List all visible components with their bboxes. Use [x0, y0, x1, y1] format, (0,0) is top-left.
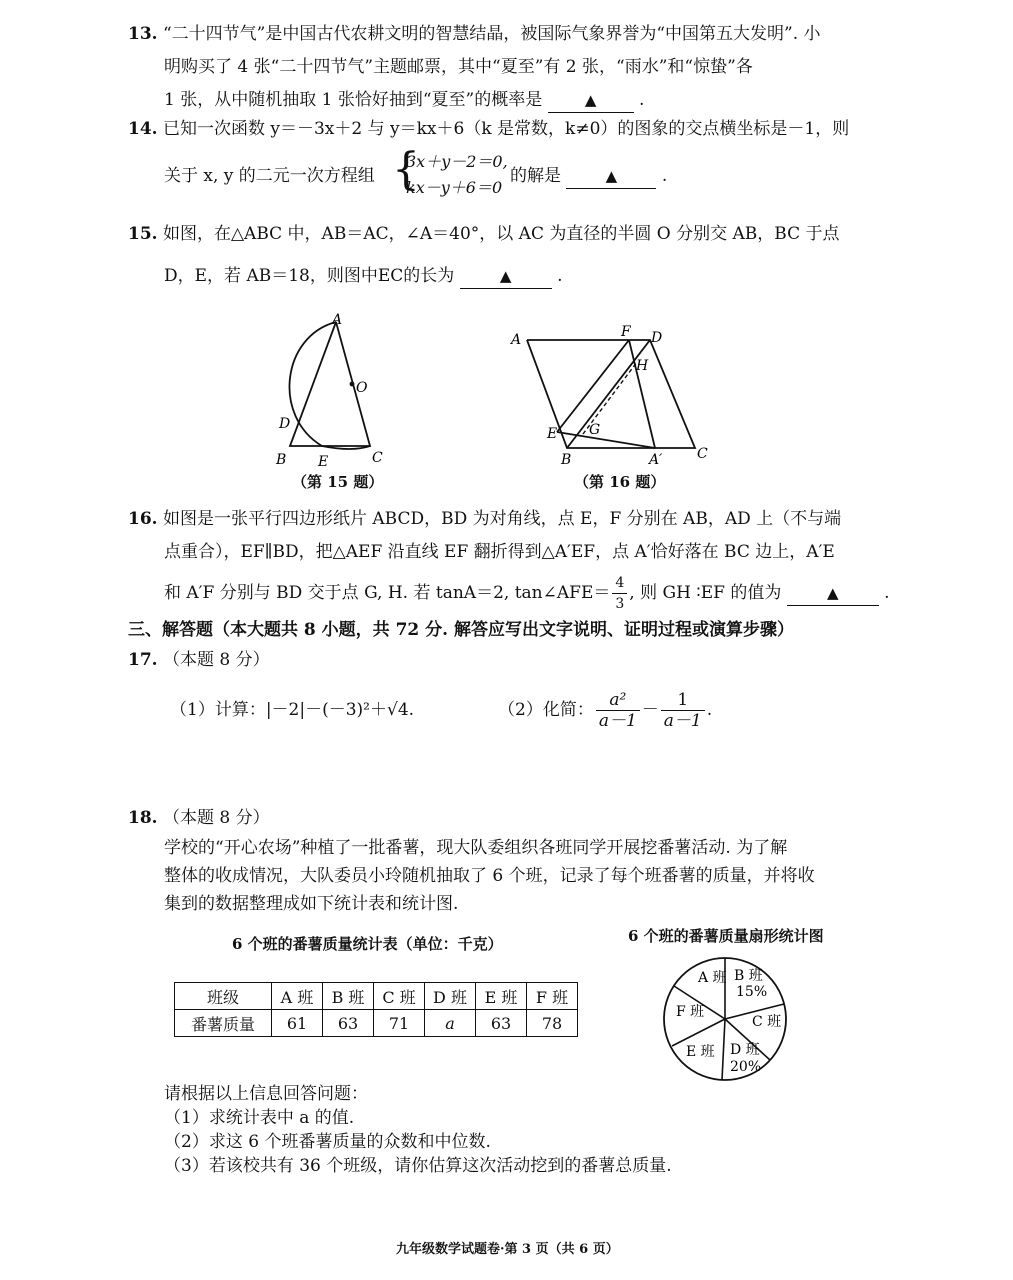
label-a: A: [332, 312, 343, 328]
q18-text-1: 学校的“开心农场”种植了一批番薯，现大队委组织各班同学开展挖番薯活动. 为了解: [164, 838, 788, 858]
q14-answer-blank[interactable]: [566, 164, 656, 189]
q15-answer-blank[interactable]: [460, 264, 552, 289]
minus-sign: －: [641, 700, 659, 720]
system-brace: {: [392, 144, 420, 195]
diagonal-bd: [567, 340, 650, 448]
q14-text-1: 已知一次函数 y＝－3x＋2 与 y＝kx＋6（k 是常数，k≠0）的图象的交点横坐标是－1，则: [162, 119, 850, 139]
label-c: C: [697, 446, 708, 462]
stats-table: [174, 982, 578, 1037]
table-header-cell: E 班: [476, 983, 527, 1010]
q14-line2a: [164, 164, 375, 188]
q15-end: .: [557, 266, 563, 286]
table-header-cell: F 班: [527, 983, 578, 1010]
figure-16-diagram: [505, 322, 720, 467]
q13-number: 13.: [128, 24, 158, 44]
label-g: G: [589, 422, 601, 438]
segment-a2e: [557, 432, 655, 448]
triangle-icon: ▲: [499, 267, 512, 285]
table-title: 6 个班的番薯质量统计表（单位：千克）: [232, 935, 503, 953]
q14-number: 14.: [128, 119, 158, 139]
q16-line2: [164, 540, 835, 564]
label-h: H: [636, 358, 649, 374]
q15-text-1: 如图，在△ABC 中，AB＝AC，∠A＝40°，以 AC 为直径的半圆 O 分别交 AB，BC 于点: [162, 224, 840, 244]
table-cell: 番薯质量: [175, 1010, 272, 1037]
q18-score: （本题 8 分）: [162, 808, 270, 828]
table-header-cell: 班级: [175, 983, 272, 1010]
pie-label-d: D 班: [730, 1042, 760, 1058]
q13-text-1: “二十四节气”是中国古代农耕文明的智慧结晶，被国际气象界誉为“中国第五大发明”. 小: [162, 24, 821, 44]
label-b: B: [276, 452, 287, 468]
q18-sub3: （3）若该校共有 36 个班级，请你估算这次活动挖到的番薯总质量.: [164, 1156, 672, 1176]
label-o: O: [356, 380, 368, 396]
table-cell: 71: [374, 1010, 425, 1037]
table-row: [175, 1010, 578, 1037]
table-header-cell: D 班: [425, 983, 476, 1010]
q17-part2: [498, 686, 712, 734]
pie-label-f: F 班: [676, 1004, 705, 1020]
table-cell: 78: [527, 1010, 578, 1037]
pie-label-e: E 班: [686, 1044, 715, 1060]
q18-sub1: （1）求统计表中 a 的值.: [164, 1108, 355, 1128]
q17-score: （本题 8 分）: [162, 650, 270, 670]
q17-number: 17.: [128, 650, 158, 670]
q13-end: .: [639, 90, 645, 110]
figure-15-diagram: [262, 306, 402, 476]
label-c: C: [372, 450, 383, 466]
table-header-cell: B 班: [323, 983, 374, 1010]
pie-label-a: A 班: [698, 970, 727, 986]
q18-text-2: 整体的收成情况，大队委员小玲随机抽取了 6 个班，记录了每个班番薯的质量，并将收: [164, 866, 815, 886]
pie-chart: [660, 954, 790, 1084]
q15-line1: [128, 222, 840, 246]
label-f: F: [621, 324, 631, 340]
q15-number: 15.: [128, 224, 158, 244]
label-d: D: [279, 416, 291, 432]
q15-text-2: D，E，若 AB＝18，则图中EC的长为: [164, 266, 455, 286]
figure-15-caption: （第 15 题）: [292, 473, 384, 491]
q13-text-3: 1 张，从中随机抽取 1 张恰好抽到“夏至”的概率是: [164, 90, 543, 110]
q14-text-3: 的解是: [510, 166, 561, 186]
q16-number: 16.: [128, 509, 158, 529]
table-cell: a: [425, 1010, 476, 1037]
q16-text-4: , 则 GH ∶EF 的值为: [629, 583, 782, 603]
q13-line2: [164, 55, 753, 79]
center-point-o: [350, 382, 355, 387]
pie-label-d-percent: 20%: [730, 1059, 762, 1075]
pie-divider: [672, 1019, 725, 1046]
q16-text-2: 点重合），EF∥BD，把△AEF 沿直线 EF 翻折得到△A′EF，点 A′恰好落在 BC 边上，A′E: [164, 542, 835, 562]
q14-text-2: 关于 x, y 的二元一次方程组: [164, 166, 375, 186]
q14-line1: [128, 117, 849, 141]
label-e: E: [547, 426, 558, 442]
q14-end: .: [661, 166, 668, 186]
label-a-prime: A′: [649, 452, 663, 467]
q15-line2: [164, 264, 562, 289]
q17-header: [128, 648, 270, 672]
q17-part1: （1）计算：|－2|－(－3)²＋√4.: [170, 700, 415, 720]
q13-line1: [128, 22, 821, 46]
q16-line1: [128, 507, 841, 531]
label-d: D: [651, 330, 663, 346]
q16-text-1: 如图是一张平行四边形纸片 ABCD，BD 为对角线，点 E，F 分别在 AB，AD 上（不与端: [162, 509, 842, 529]
label-a: A: [511, 332, 522, 348]
q17-end: .: [706, 700, 713, 720]
q16-end: .: [884, 583, 890, 603]
q17-part2-label: （2）化简：: [498, 700, 594, 720]
q14-equation-1: 3x＋y－2＝0,: [406, 152, 508, 171]
label-b: B: [561, 452, 572, 467]
triangle-icon: ▲: [605, 167, 618, 185]
q13-answer-blank[interactable]: [548, 88, 634, 113]
pie-title: 6 个班的番薯质量扇形统计图: [628, 927, 824, 945]
table-cell: 63: [476, 1010, 527, 1037]
table-header-row: [175, 983, 578, 1010]
pie-label-b: B 班: [734, 968, 763, 984]
q18-ask: 请根据以上信息回答问题：: [164, 1084, 368, 1104]
q14-line2b: [510, 164, 667, 189]
q16-text-3: 和 A′F 分别与 BD 交于点 G, H. 若 tanA＝2, tan∠AFE＝: [164, 583, 611, 603]
fraction-a2-over-a-minus-1: $\frac{\text{a²}}{a-1}$: [596, 690, 640, 731]
triangle-icon: ▲: [584, 91, 597, 109]
pie-divider: [722, 1019, 725, 1080]
page-footer: 九年级数学试题卷·第 3 页（共 6 页）: [396, 1242, 619, 1257]
table-cell: 63: [323, 1010, 374, 1037]
q18-sub2: （2）求这 6 个班番薯质量的众数和中位数.: [164, 1132, 491, 1152]
q16-answer-blank[interactable]: [787, 581, 879, 606]
section-3-title: 三、解答题（本大题共 8 小题，共 72 分. 解答应写出文字说明、证明过程或演算步骤）: [128, 620, 794, 640]
label-e: E: [318, 454, 329, 470]
table-cell: 61: [272, 1010, 323, 1037]
fraction-four-thirds: $\frac{4}{3}$: [612, 573, 627, 614]
q18-header: [128, 806, 270, 830]
figure-16-caption: （第 16 题）: [574, 473, 666, 491]
table-header-cell: A 班: [272, 983, 323, 1010]
fraction-1-over-a-minus-1: $\frac{1}{a-1}$: [661, 690, 705, 731]
table-header-cell: C 班: [374, 983, 425, 1010]
pie-label-c: C 班: [752, 1014, 782, 1030]
q16-line3: [164, 572, 890, 614]
pie-label-b-percent: 15%: [736, 984, 768, 1000]
q13-line3: [164, 88, 644, 113]
q18-number: 18.: [128, 808, 158, 828]
segment-a2f: [629, 340, 655, 448]
q13-text-2: 明购买了 4 张“二十四节气”主题邮票，其中“夏至”有 2 张，“雨水”和“惊蛰”各: [164, 57, 753, 77]
q18-text-3: 集到的数据整理成如下统计表和统计图.: [164, 894, 459, 914]
triangle-icon: ▲: [826, 584, 839, 602]
q14-equation-2: kx－y＋6＝0: [406, 178, 503, 197]
